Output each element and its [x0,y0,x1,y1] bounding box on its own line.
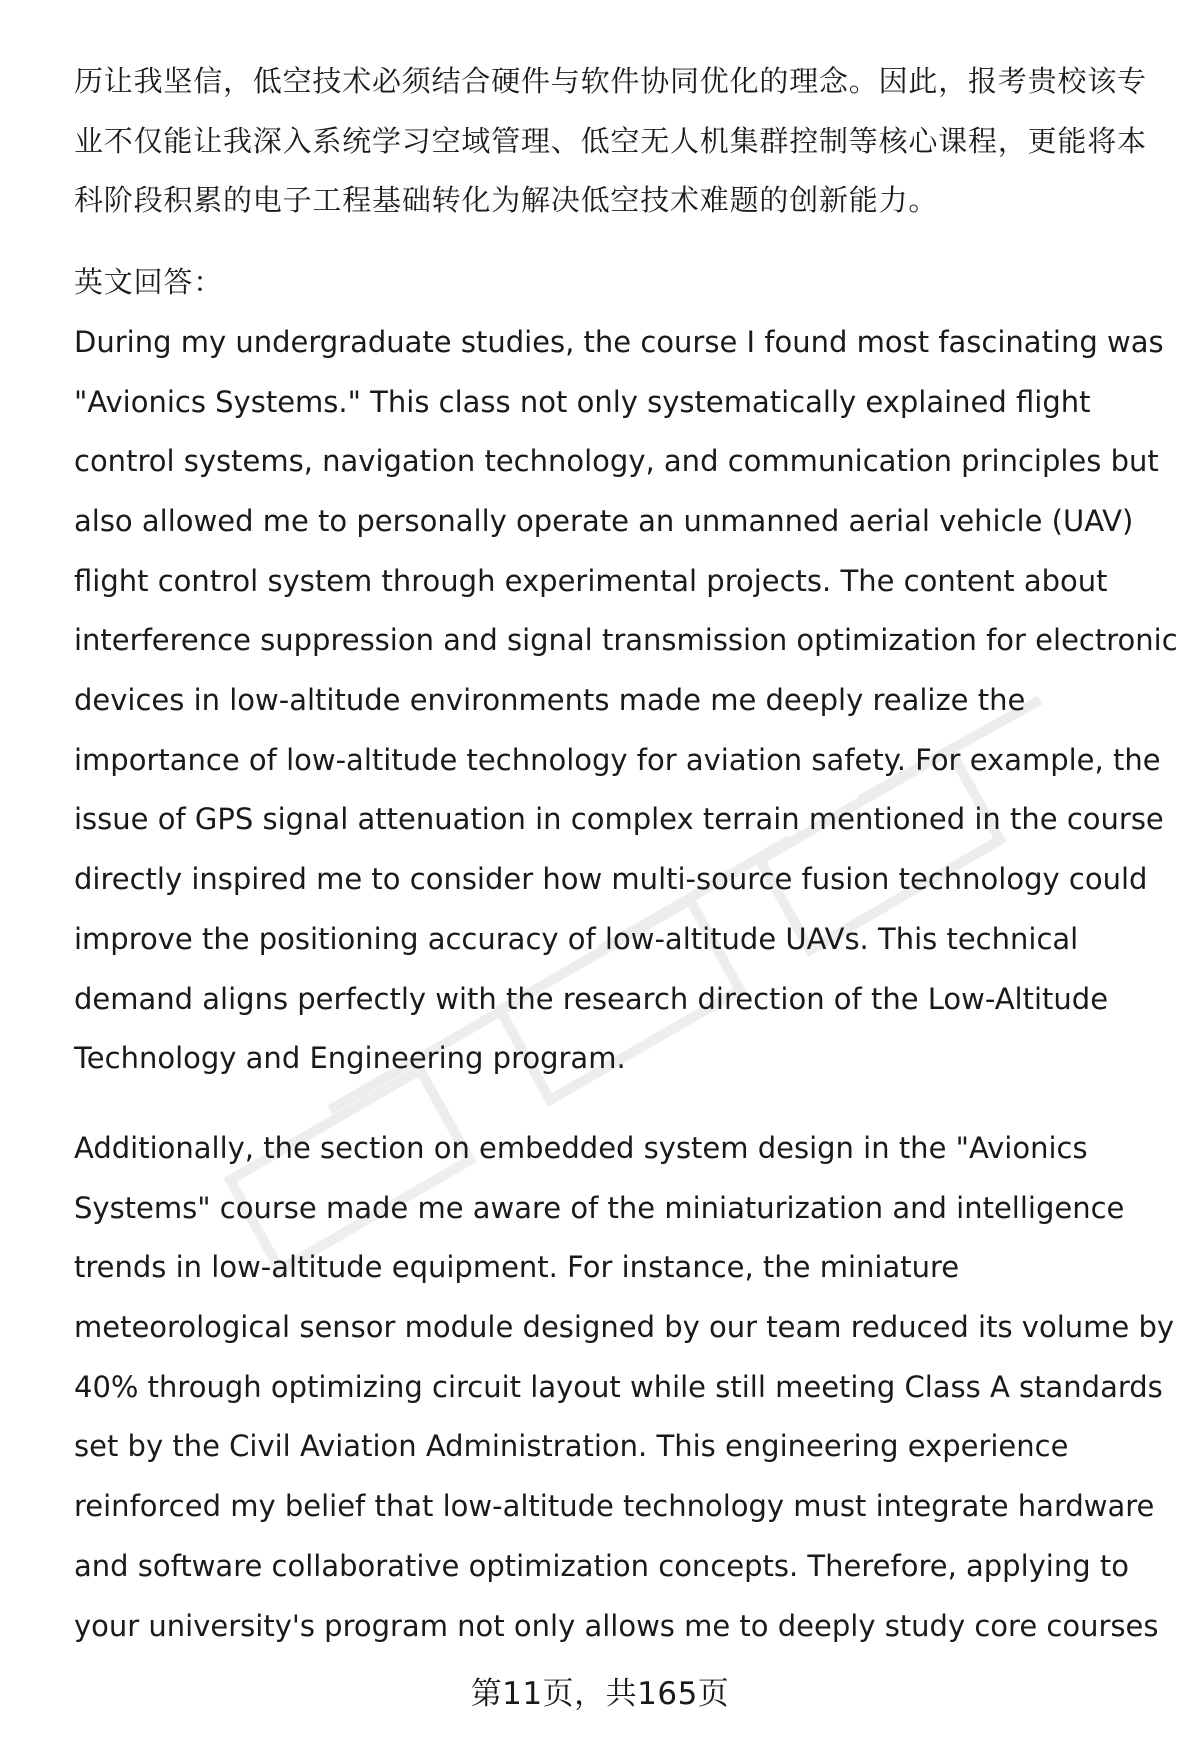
text-line: your university's program not only allows me to deeply study core courses [74,1608,1159,1643]
text-line: reinforced my belief that low-altitude technology must integrate hardware [74,1489,1155,1524]
text-line: also allowed me to personally operate an unmanned aerial vehicle (UAV) [74,503,1134,538]
english-paragraph-1 [74,313,1178,1089]
page-number: 第11页，共165页 [470,1676,730,1712]
text-line: flight control system through experimental projects. The content about [74,563,1108,598]
text-line: Systems" course made me aware of the miniaturization and intelligence [74,1190,1125,1225]
text-line: 40% through optimizing circuit layout while still meeting Class A standards [74,1369,1163,1404]
text-line: importance of low-altitude technology for aviation safety. For example, the [74,742,1161,777]
text-line: Technology and Engineering program. [74,1041,626,1076]
text-line: and software collaborative optimization concepts. Therefore, applying to [74,1548,1129,1583]
text-line: improve the positioning accuracy of low-altitude UAVs. This technical [74,921,1079,956]
document-page [74,52,1178,1656]
text-line: 科阶段积累的电子工程基础转化为解决低空技术难题的创新能力。 [74,183,939,218]
text-line: 业不仅能让我深入系统学习空域管理、低空无人机集群控制等核心课程，更能将本 [74,123,1147,158]
text-line: issue of GPS signal attenuation in complex terrain mentioned in the course [74,802,1164,837]
english-paragraph-2 [74,1119,1175,1656]
text-line: control systems, navigation technology, and communication principles but [74,444,1159,479]
text-line: demand aligns perfectly with the research direction of the Low-Altitude [74,981,1109,1016]
text-line: 历让我坚信，低空技术必须结合硬件与软件协同优化的理念。因此，报考贵校该专 [74,64,1147,98]
english-answer-heading-block [74,253,1164,313]
text-line: devices in low-altitude environments made me deeply realize the [74,683,1026,718]
text-line: meteorological sensor module designed by our team reduced its volume by [74,1310,1175,1345]
text-line: set by the Civil Aviation Administration. This engineering experience [74,1429,1069,1464]
text-line: During my undergraduate studies, the course I found most fascinating was [74,324,1164,359]
text-line: "Avionics Systems." This class not only systematically explained flight [74,384,1091,419]
text-line: trends in low-altitude equipment. For instance, the miniature [74,1250,960,1285]
text-line: directly inspired me to consider how multi-source fusion technology could [74,862,1148,897]
text-line: Additionally, the section on embedded system design in the "Avionics [74,1130,1088,1165]
chinese-paragraph [74,52,1164,231]
english-answer-heading: 英文回答： [74,265,224,300]
text-line: interference suppression and signal transmission optimization for electronic [74,623,1178,658]
